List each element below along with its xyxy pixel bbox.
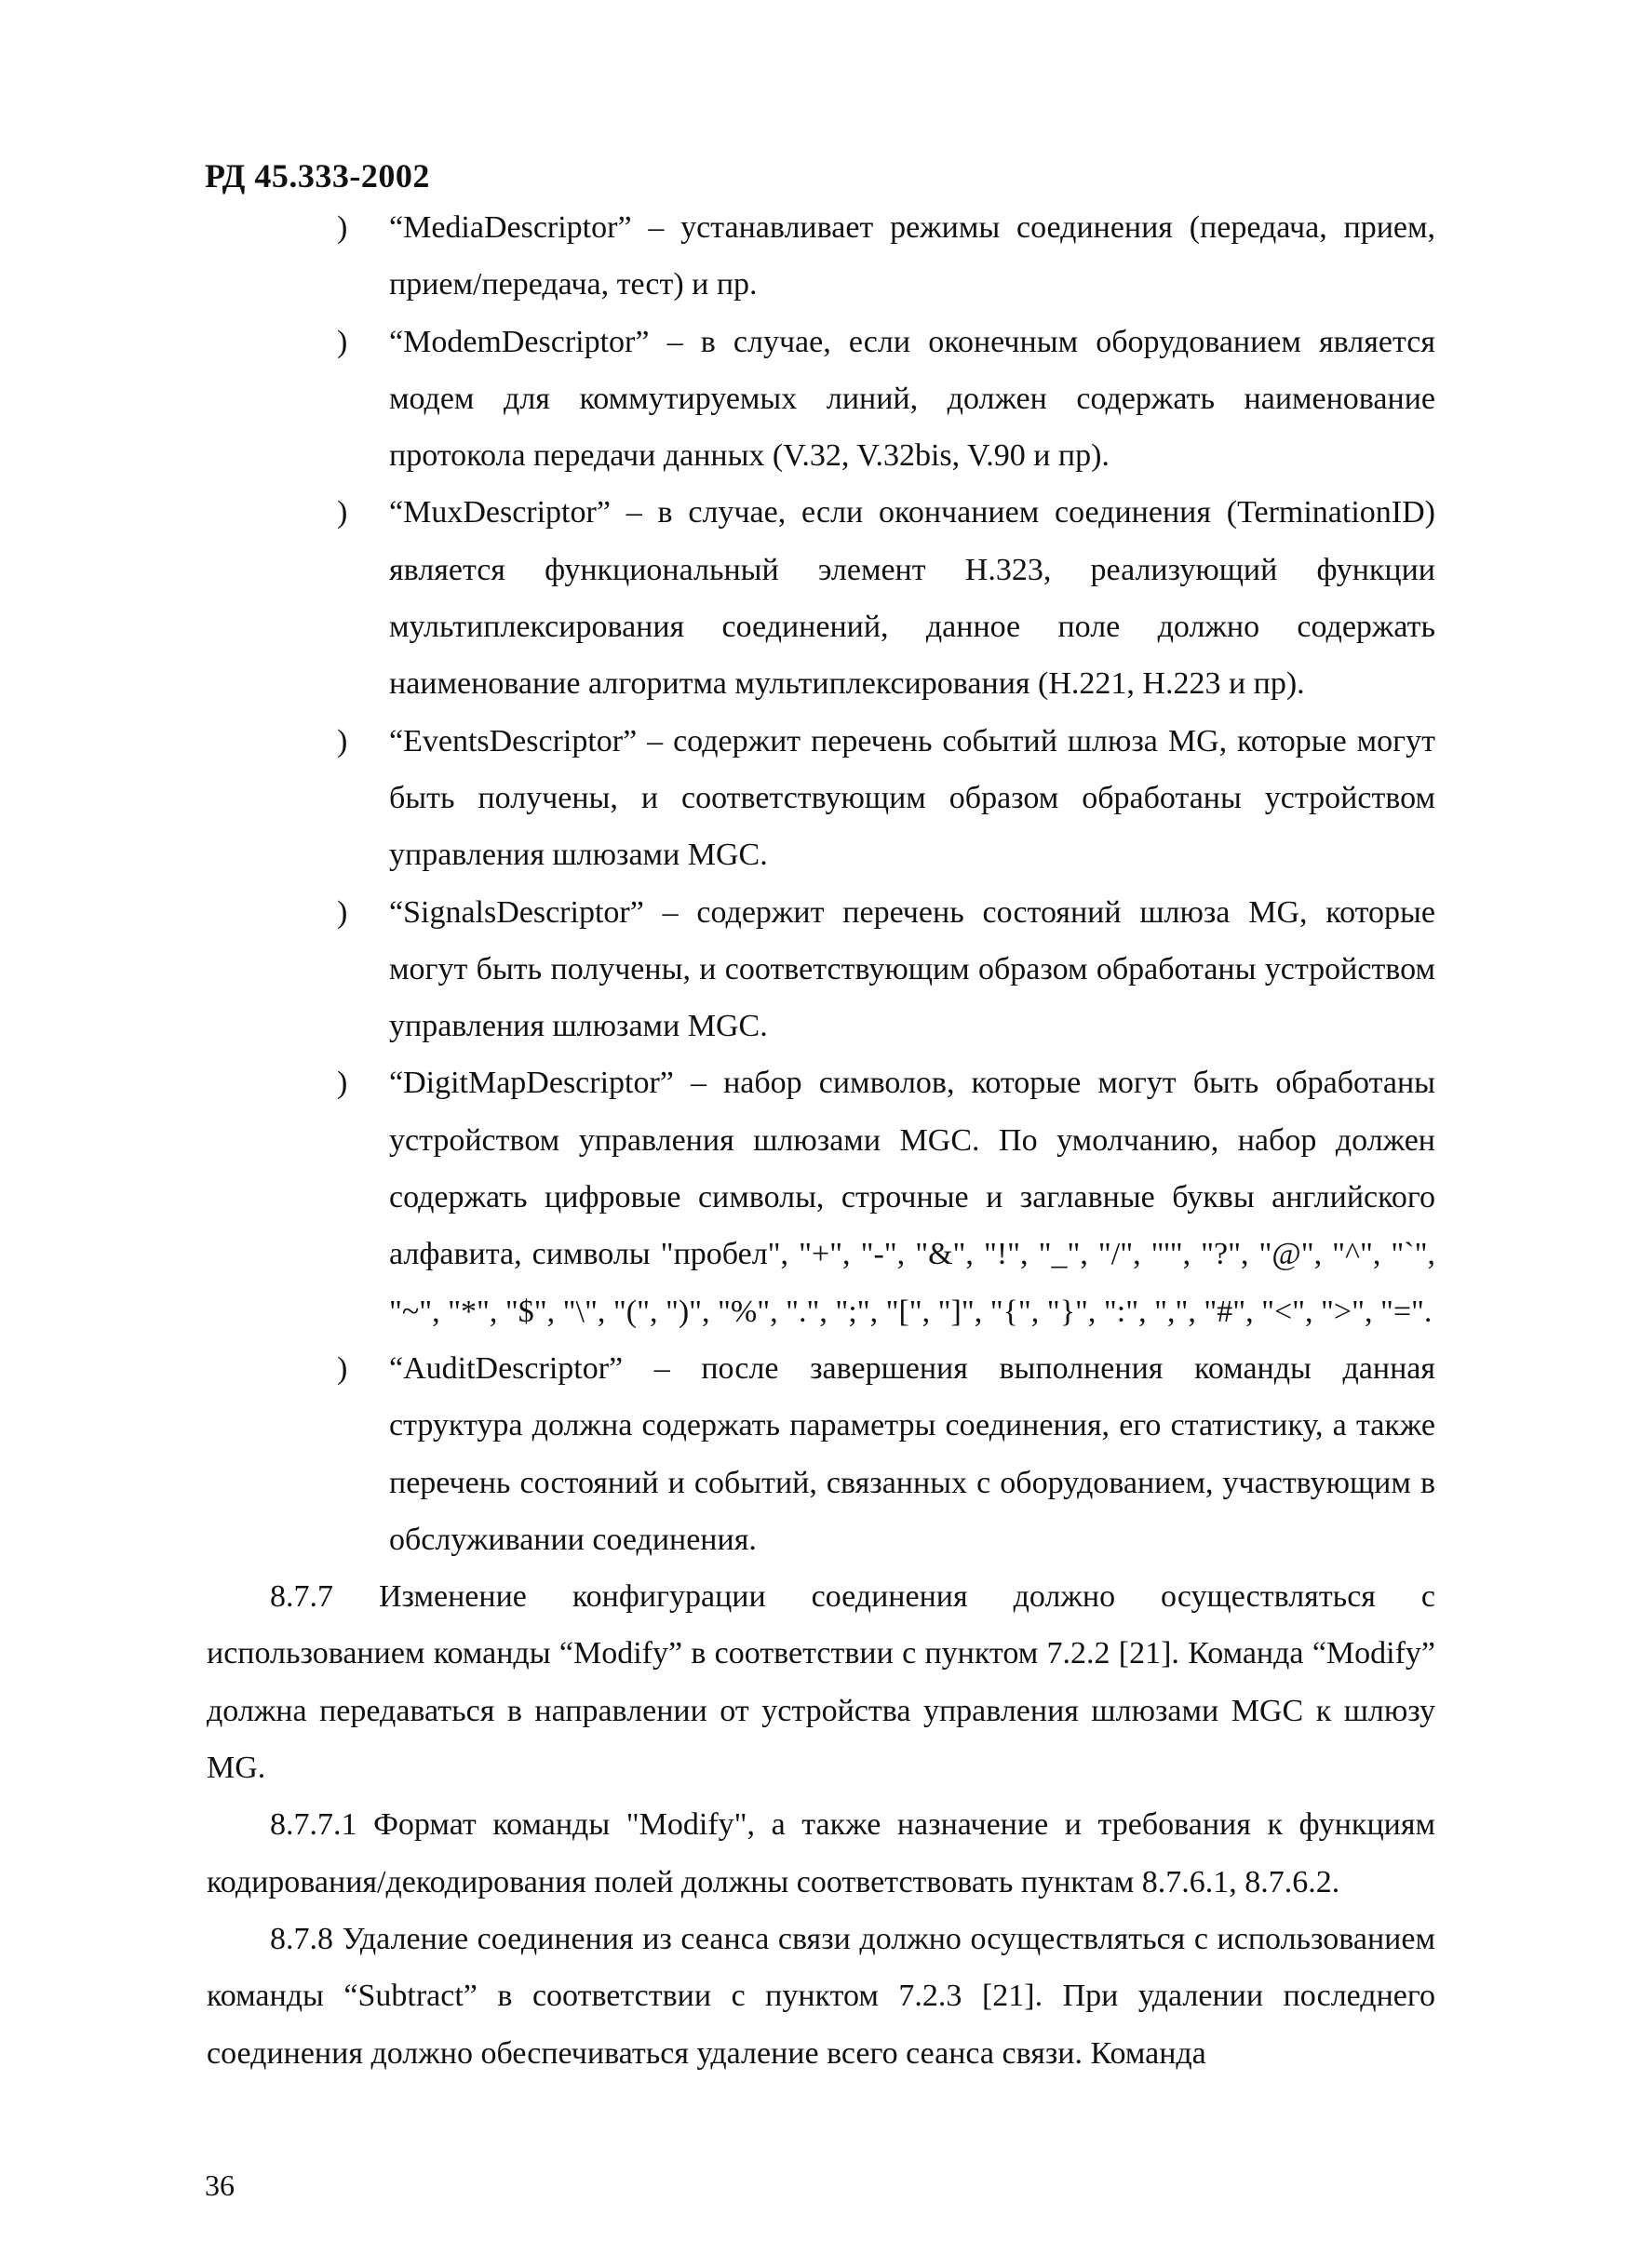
list-item-text: “MuxDescriptor” – в случае, если окончанием соединения (TerminationID) является функциональный элемент H.323, реализующий функции мультиплексирования соединений, данное поле должно содержать наименование алгоритма мультиплексирования (H.221, H.223 и пр). [389, 495, 1435, 702]
page-number: 36 [205, 2168, 235, 2202]
list-item-events-descriptor [207, 713, 1435, 884]
list-bullet: ) [337, 210, 348, 245]
list-bullet: ) [337, 723, 348, 758]
document-number: РД 45.333-2002 [205, 157, 430, 195]
paragraph-8-7-7: 8.7.7 Изменение конфигурации соединения должно осуществляться с использованием команды “Modify” в соответствии с пунктом 7.2.2 [21]. Команда “Modify” должна передаваться в направлении от устройства управления шлюзами MGC к шлюзу MG. [207, 1579, 1435, 1786]
list-bullet: ) [337, 1350, 348, 1386]
paragraph-8-7-8: 8.7.8 Удаление соединения из сеанса связи должно осуществляться с использованием команды “Subtract” в соответствии с пунктом 7.2.3 [21]. При удалении последнего соединения должно обеспечиваться удаление всего сеанса связи. Команда [207, 1921, 1435, 2071]
list-bullet: ) [337, 1066, 348, 1101]
list-item-text: “ModemDescriptor” – в случае, если оконечным оборудованием является модем для коммутируемых линий, должен содержать наименование протокола передачи данных (V.32, V.32bis, V.90 и пр). [389, 324, 1435, 474]
list-item-modem-descriptor [207, 314, 1435, 485]
list-bullet: ) [337, 894, 348, 930]
list-item-media-descriptor [207, 199, 1435, 314]
list-bullet: ) [337, 495, 348, 530]
list-item-text: “AuditDescriptor” – после завершения выполнения команды данная структура должна содержать параметры соединения, его статистику, а также перечень состояний и событий, связанных с оборудованием, участвующим в обслуживании соединения. [389, 1350, 1435, 1557]
list-item-mux-descriptor [207, 484, 1435, 712]
list-item-digitmap-descriptor [207, 1054, 1435, 1339]
paragraph-8-7-7-1: 8.7.7.1 Формат команды "Modify", а также назначение и требования к функциям кодирования/декодирования полей должны соответствовать пунктам 8.7.6.1, 8.7.6.2. [207, 1807, 1435, 1899]
list-item-signals-descriptor [207, 884, 1435, 1055]
page-body [207, 199, 1435, 2082]
list-item-text: “MediaDescriptor” – устанавливает режимы соединения (передача, прием, прием/передача, тест) и пр. [389, 210, 1435, 302]
list-item-text: “SignalsDescriptor” – содержит перечень состояний шлюза MG, которые могут быть получены, и соответствующим образом обработаны устройством управления шлюзами MGC. [389, 894, 1435, 1044]
list-bullet: ) [337, 324, 348, 359]
list-item-text: “EventsDescriptor” – содержит перечень событий шлюза MG, которые могут быть получены, и соответствующим образом обработаны устройством управления шлюзами MGC. [389, 723, 1435, 873]
list-item-text: “DigitMapDescriptor” – набор символов, которые могут быть обработаны устройством управления шлюзами MGC. По умолчанию, набор должен содержать цифровые символы, строчные и заглавные буквы английского алфавита, символы "пробел", "+", "-", "&", "!", "_", "/", "'", "?", "@", "^", "`", "~", "*", "$", "\", "(", ")", "%", ".", ";", "[", "]", "{", "}", ":", ",", "#", "<", ">", "=". [389, 1066, 1435, 1329]
list-item-audit-descriptor [207, 1340, 1435, 1568]
